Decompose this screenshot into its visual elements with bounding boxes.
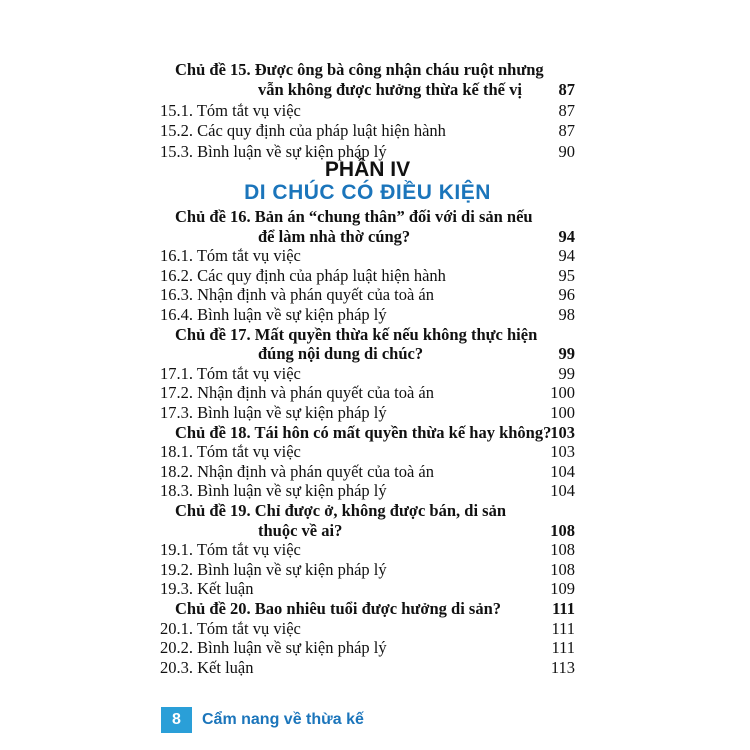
toc-subentry xyxy=(160,285,575,305)
footer-page-number: 8 xyxy=(161,707,192,733)
toc-page-number: 104 xyxy=(550,481,575,501)
toc-page-number: 111 xyxy=(551,618,575,638)
toc-entry-text: 19.1. Tóm tắt vụ việc xyxy=(160,540,301,560)
toc-subentry xyxy=(160,481,575,501)
toc-page-number: 99 xyxy=(558,344,575,364)
toc-entry-text: 18.1. Tóm tắt vụ việc xyxy=(160,442,301,462)
toc-subentry xyxy=(160,121,575,141)
toc-subentry xyxy=(160,246,575,266)
toc-subentry xyxy=(160,101,575,121)
toc-page-number: 108 xyxy=(550,559,575,579)
toc-subentry xyxy=(160,638,575,658)
toc-entry-text: 20.1. Tóm tắt vụ việc xyxy=(160,618,301,638)
toc-entry-text: 20.3. Kết luận xyxy=(160,657,254,677)
toc-page-number: 100 xyxy=(550,383,575,403)
toc-entry-text: Chủ đề 18. Tái hôn có mất quyền thừa kế hay không? xyxy=(175,422,552,442)
toc-subentry xyxy=(160,540,575,560)
part-number: PHẦN IV xyxy=(324,158,411,181)
toc-entry-text: 15.1. Tóm tắt vụ việc xyxy=(160,100,301,120)
toc-page-number: 87 xyxy=(558,80,575,100)
toc-page-number: 108 xyxy=(550,540,575,560)
toc-subentry xyxy=(160,266,575,286)
toc-chapter-entry xyxy=(160,599,575,619)
part-title: DI CHÚC CÓ ĐIỀU KIỆN xyxy=(244,181,491,204)
toc-page-number: 87 xyxy=(558,100,575,120)
toc-entry-text: 16.4. Bình luận về sự kiện pháp lý xyxy=(160,305,387,324)
toc-page-number: 94 xyxy=(558,246,575,266)
toc-page-number: 94 xyxy=(558,226,575,246)
toc-page-number: 100 xyxy=(550,403,575,422)
toc-subentry xyxy=(160,403,575,423)
toc-entry-text: 15.2. Các quy định của pháp luật hiện hành xyxy=(160,121,446,141)
toc-chapter-entry xyxy=(160,344,575,364)
toc-subentry xyxy=(160,560,575,580)
toc-entry-text: 17.3. Bình luận về sự kiện pháp lý xyxy=(160,403,387,422)
toc-subentry xyxy=(160,364,575,384)
toc-chapter-entry xyxy=(160,207,575,227)
toc-entry-text: 17.2. Nhận định và phán quyết của toà án xyxy=(160,383,435,403)
toc-page-number: 113 xyxy=(550,657,575,677)
toc-entry-text: Chủ đề 16. Bản án “chung thân” đối với di sản nếu xyxy=(175,207,533,226)
toc-page-number: 90 xyxy=(558,141,575,161)
toc-page-number: 111 xyxy=(551,638,575,658)
toc-entry-text: Chủ đề 19. Chỉ được ở, không được bán, di sản xyxy=(175,501,507,520)
toc-entry-text: 18.2. Nhận định và phán quyết của toà án xyxy=(160,461,435,481)
toc-entry-text: đúng nội dung di chúc? xyxy=(258,344,424,364)
toc-entry-text: Chủ đề 20. Bao nhiêu tuổi được hưởng di sản? xyxy=(175,599,502,618)
toc-entry-text: để làm nhà thờ cúng? xyxy=(258,226,411,246)
toc-entry-text: 16.3. Nhận định và phán quyết của toà án xyxy=(160,285,435,305)
toc-subentry xyxy=(160,442,575,462)
toc-page-number: 109 xyxy=(550,579,575,599)
toc-page-number: 108 xyxy=(550,520,575,540)
toc-page-number: 103 xyxy=(550,442,575,462)
toc-chapter-entry xyxy=(160,501,575,521)
toc-chapter-entry xyxy=(160,423,575,443)
toc-entry-text: vẫn không được hưởng thừa kế thế vị xyxy=(258,80,522,100)
toc-page-number: 98 xyxy=(558,305,575,324)
toc-subentry xyxy=(160,658,575,678)
toc-entry-text: 15.3. Bình luận về sự kiện pháp lý xyxy=(160,141,387,161)
toc-page-number: 104 xyxy=(550,461,575,481)
toc-entry-text: 18.3. Bình luận về sự kiện pháp lý xyxy=(160,481,387,501)
toc-entry-text: Chủ đề 17. Mất quyền thừa kế nếu không thực hiện xyxy=(175,324,538,344)
toc-page-number: 96 xyxy=(558,285,575,305)
toc-page-number: 111 xyxy=(552,599,575,618)
toc-entry-text: 17.1. Tóm tắt vụ việc xyxy=(160,363,301,383)
toc-subentry xyxy=(160,462,575,482)
toc-chapter-entry xyxy=(160,60,575,80)
toc-page-number: 103 xyxy=(550,422,575,442)
toc-entry-text: thuộc về ai? xyxy=(258,520,343,540)
toc-subentry xyxy=(160,305,575,325)
toc-entry-text: 20.2. Bình luận về sự kiện pháp lý xyxy=(160,638,387,658)
toc-chapter-entry xyxy=(160,227,575,247)
toc-entry-text: 19.2. Bình luận về sự kiện pháp lý xyxy=(160,559,387,579)
toc-subentry xyxy=(160,383,575,403)
toc-chapter-entry xyxy=(160,521,575,541)
toc-page-number: 95 xyxy=(558,265,575,285)
toc-subentry xyxy=(160,619,575,639)
toc-entry-text: 16.1. Tóm tắt vụ việc xyxy=(160,246,301,266)
toc-entry-text: Chủ đề 15. Được ông bà công nhận cháu ruột nhưng xyxy=(175,60,544,79)
toc-entry-text: 19.3. Kết luận xyxy=(160,579,254,599)
toc-subentry xyxy=(160,579,575,599)
toc-chapter-entry xyxy=(160,325,575,345)
toc-chapter-entry xyxy=(160,80,575,100)
footer-book-title: Cẩm nang về thừa kế xyxy=(202,711,364,728)
toc-entry-text: 16.2. Các quy định của pháp luật hiện hành xyxy=(160,265,446,285)
toc-page-number: 99 xyxy=(558,363,575,383)
toc-page-number: 87 xyxy=(558,121,575,141)
